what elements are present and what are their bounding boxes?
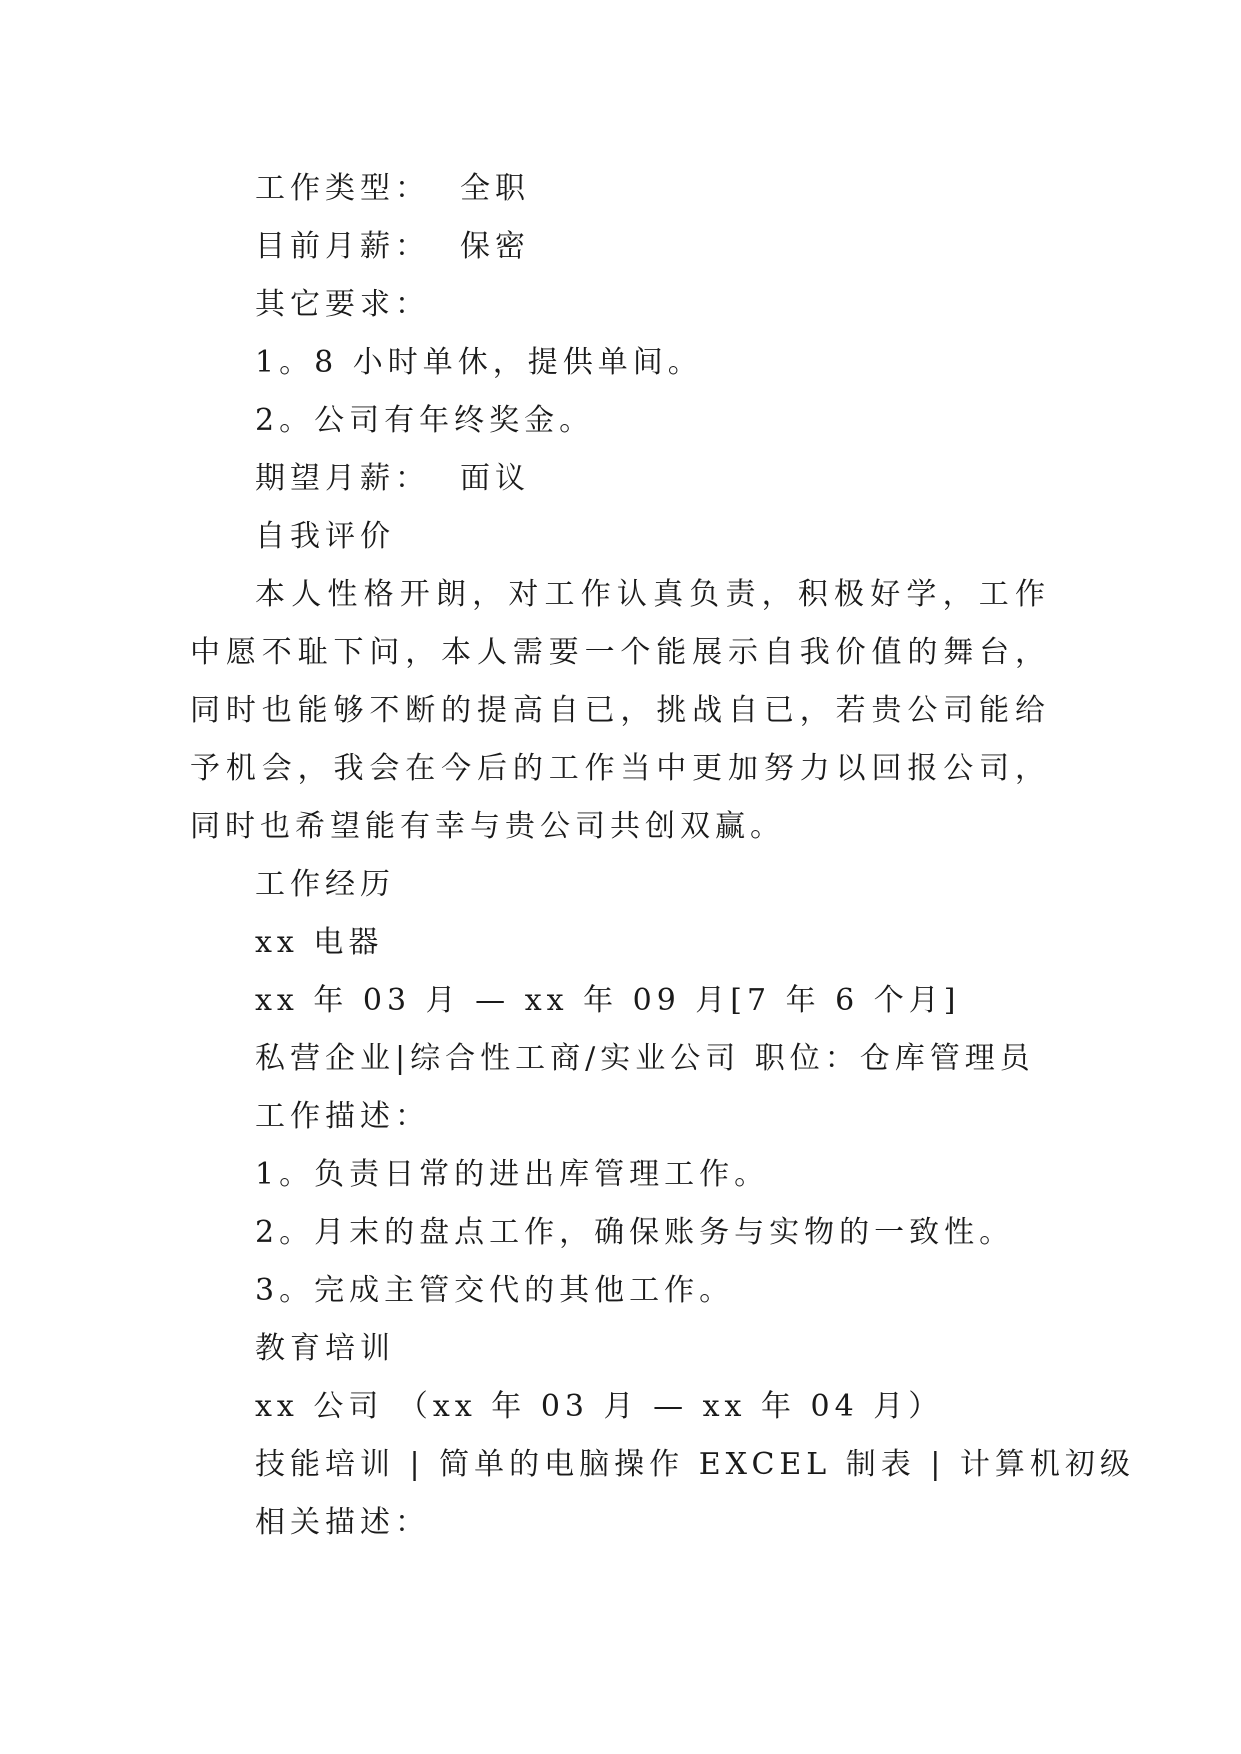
expected-salary-label: 期望月薪： [255,461,430,496]
job-type-value: 全职 [460,171,530,206]
job-type-line [190,160,1050,218]
self-eval-paragraph: 本人性格开朗，对工作认真负责，积极好学，工作中愿不耻下问，本人需要一个能展示自我价值的舞台，同时也能够不断的提高自已，挑战自已，若贵公司能给予机会，我会在今后的工作当中更加努力以回报公司，同时也希望能有幸与贵公司共创双赢。 [190,577,1050,844]
current-salary-value: 保密 [460,229,530,264]
requirement-item-2: 2。公司有年终奖金。 [255,403,595,438]
edu-org: xx 公司 （xx 年 03 月 — xx 年 04 月） [255,1389,944,1424]
work-desc-item-2: 2。月末的盘点工作，确保账务与实物的一致性。 [255,1215,1015,1250]
self-eval-heading: 自我评价 [255,519,395,554]
work-desc-item-3: 3。完成主管交代的其他工作。 [255,1273,735,1308]
related-desc-heading: 相关描述： [255,1505,430,1540]
edu-heading: 教育培训 [255,1331,395,1366]
company-info: 私营企业|综合性工商/实业公司 职位：仓库管理员 [255,1041,1035,1076]
work-period: xx 年 03 月 — xx 年 09 月[7 年 6 个月] [255,983,961,1018]
other-requirements-line [190,276,1050,334]
company-name: xx 电器 [255,925,384,960]
work-desc-heading: 工作描述： [255,1099,430,1134]
resume-content [190,160,1135,1552]
expected-salary-line [190,450,1050,508]
work-desc-item-1: 1。负责日常的进出库管理工作。 [255,1157,770,1192]
edu-detail: 技能培训 | 简单的电脑操作 EXCEL 制表 | 计算机初级 [255,1447,1135,1482]
other-requirements-label: 其它要求： [255,287,430,322]
current-salary-line [190,218,1050,276]
work-heading: 工作经历 [255,867,395,902]
expected-salary-value: 面议 [460,461,530,496]
requirement-item-1: 1。8 小时单休，提供单间。 [255,345,703,380]
current-salary-label: 目前月薪： [255,229,430,264]
job-type-label: 工作类型： [255,171,430,206]
